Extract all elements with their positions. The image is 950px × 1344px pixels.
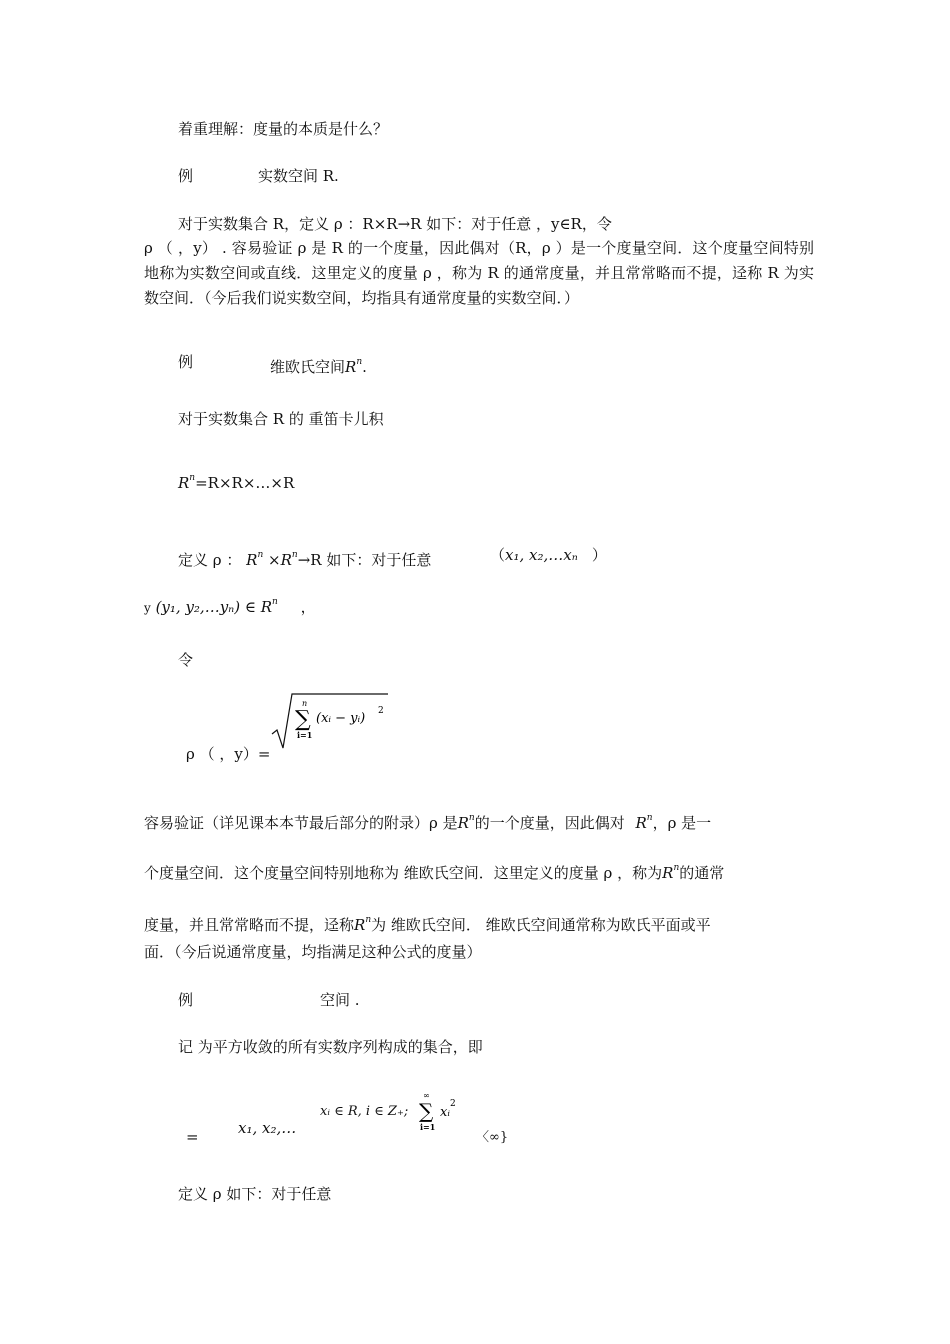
example-2-label: 例 [178, 353, 194, 371]
open-paren: （ [490, 546, 506, 564]
p8-text-a: 容易验证（详见课本本节最后部分的附录）ρ 是 [144, 814, 458, 832]
paragraph-9 [144, 858, 724, 883]
p10-text-a: 度量，并且常常略而不提，迳称 [144, 916, 355, 934]
p8-text-b: 的一个度量，因此偶对 [474, 814, 625, 832]
close-paren: ） [591, 546, 607, 564]
x-tuple [490, 545, 607, 565]
y-label: y [144, 601, 151, 615]
set-equals: = [186, 1128, 199, 1146]
example-3-label: 例 [178, 991, 194, 1009]
rn-symbol: $R^n$ [457, 813, 475, 832]
paragraph-1-body: ρ （ ，y） . 容易验证 ρ 是 R 的一个度量，因此偶对（R，ρ ）是一个度量空间．这个度量空间特别地称为实数空间或直线．这里定义的度量 ρ ，称为 R 的通常度量，并且常常略而不提，迳称 R 为实数空间．（今后我们说实数空间，均指具有通常度量的实数空间．） [144, 239, 814, 307]
paragraph-14: 定义 ρ 如下：对于任意 [178, 1185, 332, 1203]
paragraph-10 [144, 910, 711, 935]
example-2-period: . [362, 358, 367, 376]
p10-text-b: 为 维欧氏空间． 维欧氏空间通常称为欧氏平面或平 [371, 916, 711, 934]
square-exp: 2 [378, 706, 384, 716]
sigma-icon: ∑ [295, 707, 311, 732]
set-close: 〈∞} [476, 1130, 509, 1145]
paragraph-2: 对于实数集合 R 的 重笛卡儿积 [178, 410, 384, 428]
intro-line: 着重理解：度量的本质是什么？ [178, 120, 389, 138]
p9-text-b: 的通常 [679, 864, 725, 882]
sum-lower: i=1 [420, 1122, 436, 1132]
paragraph-8 [144, 808, 711, 833]
y-tuple: (y₁, y₂,…yₙ) ∈ $R^n$ [155, 597, 278, 616]
sum-lower: i=1 [297, 730, 313, 740]
x-tuple-text: x₁, x₂,…xₙ [505, 546, 578, 564]
cartesian-product-line [178, 468, 294, 493]
set-condition: xᵢ ∈ R, i ∈ Z₊; [320, 1104, 409, 1119]
rn-symbol: $R^n$ [635, 813, 653, 832]
sum-upper: n [302, 699, 308, 708]
example-1-title: 实数空间 R. [258, 167, 339, 185]
times-symbol: × [268, 551, 281, 569]
example-2-title [270, 352, 367, 377]
sequence-elements: x₁, x₂,… [238, 1119, 297, 1137]
p9-text-a: 个度量空间．这个度量空间特别地称为 维欧氏空间．这里定义的度量 ρ ，称为 [144, 864, 663, 882]
comma: ， [300, 598, 316, 616]
rn-symbol: $R^n$ [354, 915, 372, 934]
rn-symbol: $R^n$ [662, 863, 680, 882]
example-3-title: 空间 . [320, 991, 360, 1009]
definition-line [178, 545, 431, 570]
let-line: 令 [178, 651, 194, 669]
sum-upper-inf: ∞ [423, 1091, 430, 1100]
rn-symbol: $R^n$ [178, 473, 196, 492]
rn-symbol: $R^n$ [246, 550, 264, 569]
cartesian-product-text: =R×R×…×R [195, 474, 295, 492]
p8-text-c: ，ρ 是一 [652, 814, 712, 832]
paragraph-12: 记 为平方收敛的所有实数序列构成的集合，即 [178, 1038, 483, 1056]
definition-text-a: 定义 ρ ： [178, 551, 242, 569]
sum-body: (xᵢ − yᵢ) [316, 711, 366, 726]
y-tuple-line [144, 592, 316, 618]
definition-text-b: →R 如下：对于任意 [297, 551, 432, 569]
sigma-icon: ∑ [419, 1099, 434, 1123]
xi-term: xᵢ [440, 1105, 450, 1120]
metric-lhs: ρ （ ，y）= [186, 745, 271, 763]
rn-symbol: $R^n$ [345, 357, 363, 376]
square-exp: 2 [450, 1099, 456, 1109]
example-2-title-text: 维欧氏空间 [270, 358, 346, 376]
sqrt-sum-formula [268, 690, 392, 754]
example-1-label: 例 [178, 167, 194, 185]
sum-squares-formula [418, 1088, 470, 1140]
paragraph-1-first-line: 对于实数集合 R，定义 ρ ：R×R→R 如下：对于任意 ，y∈R，令 [178, 215, 612, 233]
rn-symbol: $R^n$ [280, 550, 298, 569]
paragraph-11: 面．（今后说通常度量，均指满足这种公式的度量） [144, 943, 482, 961]
